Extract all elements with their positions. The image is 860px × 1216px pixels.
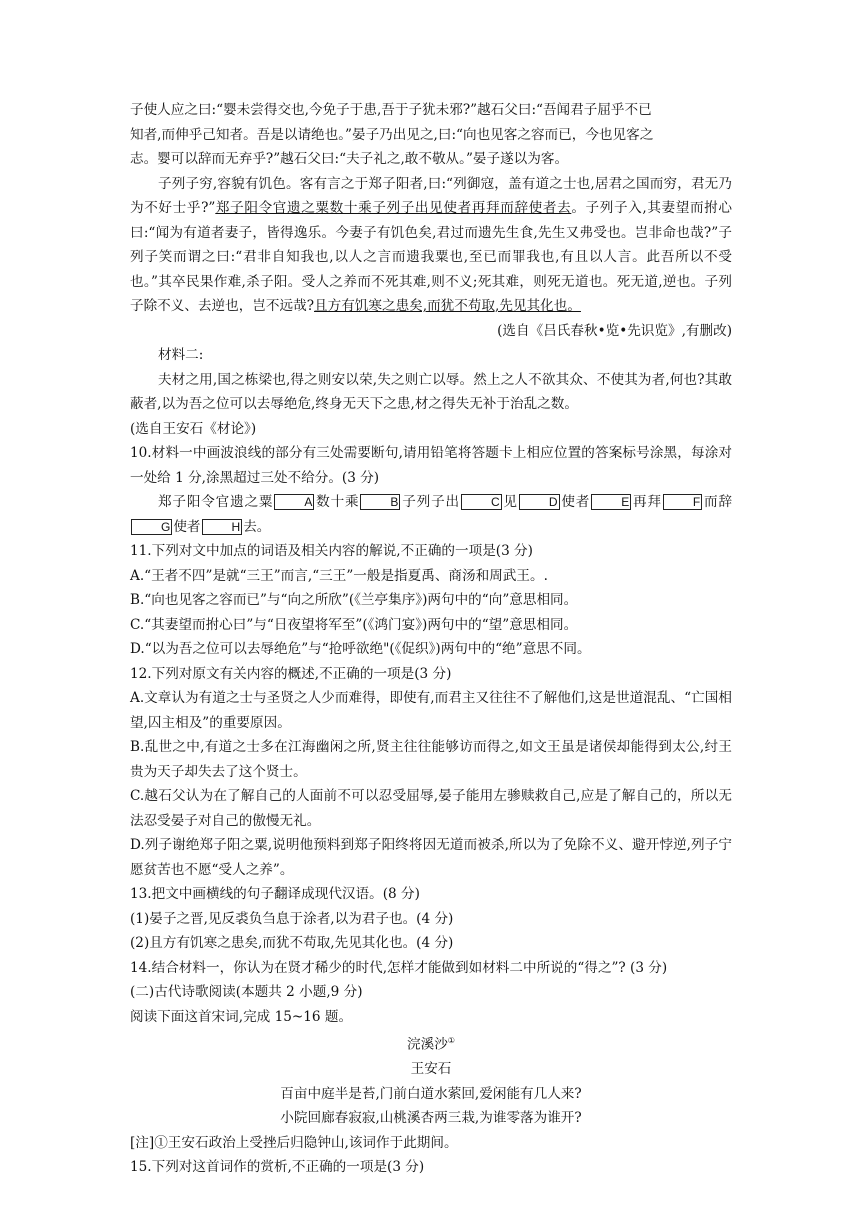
mark-box: E xyxy=(591,494,631,510)
q10-stem: 10.材料一中画波浪线的部分有三处需要断句,请用铅笔将答题卡上相应位置的答案标号涂黑，每涂对一处给 1 分,涂黑超过三处不给分。(3 分) xyxy=(130,445,732,486)
mark-box: F xyxy=(663,494,702,510)
segment-text: 郑子阳令官遗之粟 xyxy=(158,494,274,510)
material2-heading: 材料二: xyxy=(158,347,204,363)
segment-text: 去。 xyxy=(243,518,271,535)
text-run: 。子列子入,其妻望而拊心曰:“闻为有道者妻子，皆得逸乐。今妻子有饥色矣,君过而遗先生食,先生又弗受也。岂非命也哉?”子列子笑而谓之曰:“君非自知我也,以人之言而遗我粟也,至已而罪我也,有且以人言。此吾所以不受也。”其卒民果作难,杀子阳。受人之养而不死其难,则不义;死其难，则死无道也。死无道,逆也。子列子除不义、去逆也，岂不远哉? xyxy=(130,200,732,314)
segment-text: 子列子出 xyxy=(401,494,460,510)
mark-box: H xyxy=(202,519,243,535)
text-line: 子使人应之曰:“婴未尝得交也,今免子于患,吾于子犹未邪?”越石父曰:“吾闻君子屈乎不已 xyxy=(130,102,652,118)
q14-stem: 14.结合材料一，你认为在贤才稀少的时代,怎样才能做到如材料二中所说的“得之”? (3 分) xyxy=(130,959,668,976)
segment-text: 见 xyxy=(502,494,518,510)
poem-note: [注]①王安石政治上受挫后归隐钟山,该词作于此期间。 xyxy=(130,1134,458,1151)
q12-option-d: D.列子谢绝郑子阳之粟,说明他预料到郑子阳终将因无道而被杀,所以为了免除不义、避开悖逆,列子宁愿贫苦也不愿“受人之养”。 xyxy=(130,837,732,878)
segment-text: 而辞 xyxy=(703,494,733,510)
poem-note-mark: ① xyxy=(447,1036,455,1045)
mark-box: B xyxy=(360,494,400,510)
q13-item-2: (2)且方有饥寒之患矣,而犹不苟取,先见其化也。(4 分) xyxy=(130,935,454,951)
q11-option-c: C.“其妻望而拊心曰”与“日夜望将军至”(《鸿门宴》)两句中的“望”意思相同。 xyxy=(130,616,578,633)
exam-page xyxy=(130,98,732,1180)
q13-item-1: (1)晏子之晋,见反裘负刍息于涂者,以为君子也。(4 分) xyxy=(130,910,454,927)
q11-option-a: A.“王者不四”是就“三王”而言,“三王”一般是指夏禹、商汤和周武王。. xyxy=(130,567,548,584)
segment-text: 使者 xyxy=(560,494,591,510)
mark-box: C xyxy=(461,494,502,510)
poem-author: 王安石 xyxy=(410,1061,452,1078)
underlined-sentence: 且方有饥寒之患矣,而犹不苟取,先见其化也。 xyxy=(314,298,581,314)
segment-text: 数十乘 xyxy=(315,494,360,510)
q15-stem: 15.下列对这首词作的赏析,不正确的一项是(3 分) xyxy=(130,1159,425,1176)
material1-para2 xyxy=(130,172,732,319)
segment-text: 再拜 xyxy=(632,494,662,510)
underlined-sentence: 郑子阳令官遗之粟数十乘子列子出见使者再拜而辞使者去 xyxy=(215,200,572,216)
q11-option-b: B.“向也见客之容而已”与“向之所欣”(《兰亭集序》)两句中的“向”意思相同。 xyxy=(130,592,578,608)
q12-option-a: A.文章认为有道之士与圣贤之人少而难得，即使有,而君主又往往不了解他们,这是世道混乱、“亡国相望,囚主相及”的重要原因。 xyxy=(130,690,732,731)
q12-option-c: C.越石父认为在了解自己的人面前不可以忍受屈辱,晏子能用左骖赎救自己,应是了解自己的，所以无法忍受晏子对自己的傲慢无礼。 xyxy=(130,788,732,829)
poem-line-2: 小院回廊春寂寂,山桃溪杏两三栽,为谁零落为谁开? xyxy=(280,1110,582,1127)
section2-instruction: 阅读下面这首宋词,完成 15~16 题。 xyxy=(130,1008,353,1025)
q12-option-b: B.乱世之中,有道之士多在江海幽闲之所,贤主往往能够访而得之,如文王虽是诸侯却能得到太公,纣王贵为天子却失去了这个贤士。 xyxy=(130,739,732,780)
material2-text: 夫材之用,国之栋梁也,得之则安以荣,失之则亡以辱。然上之人不欲其众、不使其为者,何也?其敢蔽者,以为吾之位可以去辱绝危,终身无天下之患,材之得失无补于治乱之数。 xyxy=(130,371,732,412)
mark-box: D xyxy=(519,494,560,510)
poem-line-1: 百亩中庭半是苔,门前白道水萦回,爱闲能有几人来? xyxy=(280,1085,582,1102)
poem-title-line xyxy=(130,1029,732,1057)
poem-title: 浣溪沙 xyxy=(407,1036,448,1053)
q10-segment-line xyxy=(130,490,732,539)
q11-option-d: D.“以为吾之位可以去辱绝危”与“抢呼欲绝"(《促织》)两句中的“绝”意思不同。 xyxy=(130,641,591,657)
q11-stem: 11.下列对文中加点的词语及相关内容的解说,不正确的一项是(3 分) xyxy=(130,543,533,559)
section2-heading: (二)古代诗歌阅读(本题共 2 小题,9 分) xyxy=(130,984,363,1000)
material2-source: (选自王安石《材论》) xyxy=(130,420,257,437)
text-run: 子列子穷,容貌有饥色。客有言之于郑子阳者,曰:“列御寇，盖有道之士也,居君之国而穷，君无乃为不好士乎?” xyxy=(130,175,732,216)
text-line: 知者,而伸乎己知者。吾是以请绝也。”晏子乃出见之,曰:“向也见客之容而已，今也见客之 xyxy=(130,126,654,143)
segment-text: 使者 xyxy=(173,518,201,535)
material1-para1 xyxy=(130,98,732,172)
material1-source: (选自《吕氏春秋•览•先识览》,有删改) xyxy=(497,322,732,339)
text-line: 志。婴可以辞而无弃乎?”越石父曰:“夫子礼之,敢不敬从。”晏子遂以为客。 xyxy=(130,151,569,167)
q12-stem: 12.下列对原文有关内容的概述,不正确的一项是(3 分) xyxy=(130,665,452,682)
q13-stem: 13.把文中画横线的句子翻译成现代汉语。(8 分) xyxy=(130,886,420,902)
mark-box: G xyxy=(131,519,172,535)
mark-box: A xyxy=(274,494,314,510)
